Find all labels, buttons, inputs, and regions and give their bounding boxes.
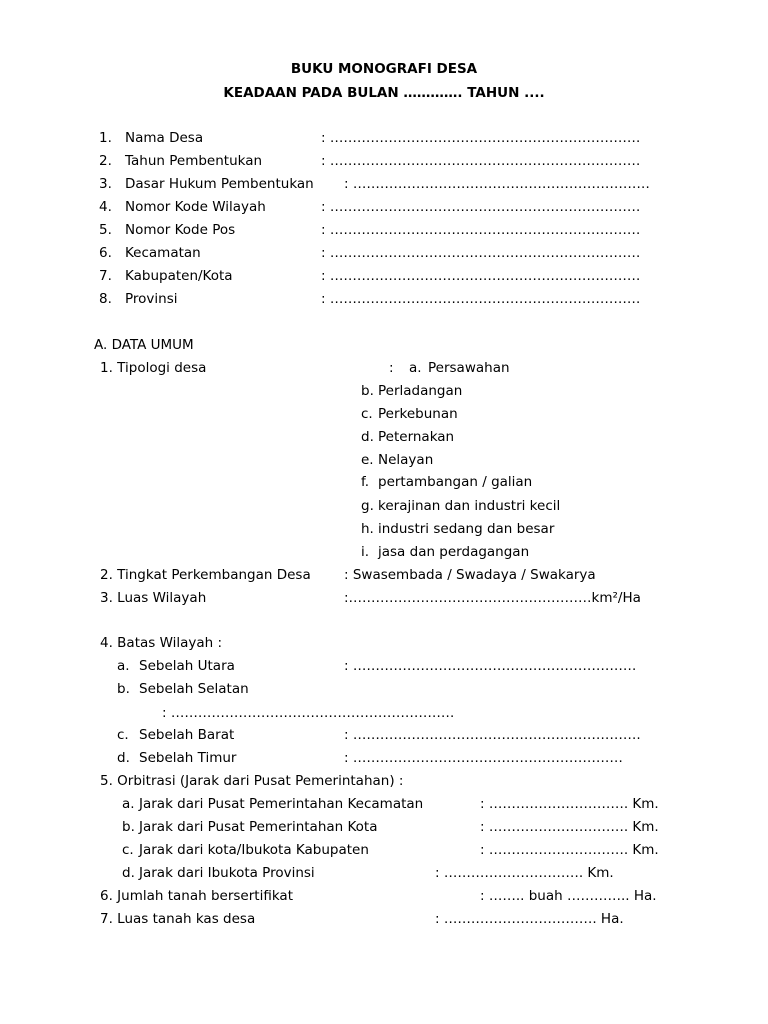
- identity-number: 6.: [99, 245, 112, 261]
- tipologi-option-letter: c.: [361, 406, 373, 422]
- orbitrasi-value: : …………………………. Km.: [480, 842, 659, 858]
- luas-value: :………………………………………………km²/Ha: [344, 590, 641, 606]
- batas-text: Sebelah Barat: [139, 727, 235, 743]
- tipologi-option: kerajinan dan industri kecil: [378, 498, 561, 514]
- orbitrasi-letter: c.: [122, 842, 134, 858]
- identity-value: : ……………………………………………………………: [321, 199, 641, 215]
- identity-number: 4.: [99, 199, 112, 215]
- sertifikat-label: 6. Jumlah tanah bersertifikat: [100, 888, 293, 904]
- identity-label: Nomor Kode Wilayah: [125, 199, 266, 215]
- identity-label: Provinsi: [125, 291, 178, 307]
- kas-desa-value: : ……………………………. Ha.: [435, 911, 624, 927]
- orbitrasi-text: Jarak dari Pusat Pemerintahan Kota: [139, 819, 378, 835]
- luas-label: 3. Luas Wilayah: [100, 590, 207, 606]
- orbitrasi-text: Jarak dari Pusat Pemerintahan Kecamatan: [139, 796, 424, 812]
- identity-number: 8.: [99, 291, 112, 307]
- tipologi-option: jasa dan perdagangan: [378, 544, 530, 560]
- batas-letter: d.: [117, 750, 130, 766]
- batas-text: Sebelah Utara: [139, 658, 235, 674]
- tipologi-option: pertambangan / galian: [378, 474, 533, 490]
- orbitrasi-letter: d.: [122, 865, 135, 881]
- document-title: BUKU MONOGRAFI DESA: [290, 61, 478, 77]
- identity-label: Tahun Pembentukan: [125, 153, 263, 169]
- tipologi-option: Peternakan: [378, 429, 455, 445]
- batas-value: : ………………………………………………………: [344, 658, 637, 674]
- identity-value: : ……………………………………………………………: [321, 130, 641, 146]
- orbitrasi-text: Jarak dari Ibukota Provinsi: [139, 865, 315, 881]
- orbitrasi-label: 5. Orbitrasi (Jarak dari Pusat Pemerintahan) :: [100, 773, 404, 789]
- tipologi-option-letter: b.: [361, 383, 374, 399]
- identity-value: : …………………………………………………………: [344, 176, 650, 192]
- orbitrasi-value: : …………………………. Km.: [435, 865, 614, 881]
- tipologi-option: Perkebunan: [378, 406, 458, 422]
- section-heading: A. DATA UMUM: [94, 337, 194, 353]
- batas-text: Sebelah Selatan: [139, 681, 249, 697]
- tingkat-label: 2. Tingkat Perkembangan Desa: [100, 567, 311, 583]
- tipologi-option: Nelayan: [378, 452, 434, 468]
- identity-value: : ……………………………………………………………: [321, 245, 641, 261]
- batas-text: Sebelah Timur: [139, 750, 237, 766]
- batas-value: : ……………………………………………………….: [344, 727, 641, 743]
- batas-value: : ………………………………………………………: [162, 705, 455, 721]
- tingkat-value: : Swasembada / Swadaya / Swakarya: [344, 567, 596, 583]
- batas-letter: a.: [117, 658, 130, 674]
- tipologi-option-letter: f.: [361, 474, 370, 490]
- identity-label: Dasar Hukum Pembentukan: [125, 176, 314, 192]
- sertifikat-value: : …….. buah ………….. Ha.: [480, 888, 657, 904]
- identity-label: Kecamatan: [125, 245, 201, 261]
- identity-number: 7.: [99, 268, 112, 284]
- tipologi-option-letter: e.: [361, 452, 374, 468]
- identity-number: 2.: [99, 153, 112, 169]
- orbitrasi-letter: a.: [122, 796, 135, 812]
- orbitrasi-value: : …………………………. Km.: [480, 819, 659, 835]
- identity-label: Kabupaten/Kota: [125, 268, 233, 284]
- batas-letter: c.: [117, 727, 129, 743]
- batas-value: : ……………………………………………………: [344, 750, 623, 766]
- orbitrasi-value: : …………………………. Km.: [480, 796, 659, 812]
- kas-desa-label: 7. Luas tanah kas desa: [100, 911, 256, 927]
- batas-label: 4. Batas Wilayah :: [100, 635, 223, 651]
- tipologi-colon: :: [389, 360, 394, 376]
- orbitrasi-letter: b.: [122, 819, 135, 835]
- identity-label: Nomor Kode Pos: [125, 222, 236, 238]
- tipologi-option: Persawahan: [428, 360, 510, 376]
- identity-number: 5.: [99, 222, 112, 238]
- identity-number: 1.: [99, 130, 112, 146]
- tipologi-option-letter: h.: [361, 521, 374, 537]
- batas-letter: b.: [117, 681, 130, 697]
- identity-value: : ……………………………………………………………: [321, 222, 641, 238]
- tipologi-option-letter: a.: [409, 360, 422, 376]
- identity-value: : ……………………………………………………………: [321, 268, 641, 284]
- identity-label: Nama Desa: [125, 130, 204, 146]
- tipologi-option-letter: d.: [361, 429, 374, 445]
- tipologi-label: 1. Tipologi desa: [100, 360, 207, 376]
- tipologi-option: industri sedang dan besar: [378, 521, 555, 537]
- document-subtitle: KEADAAN PADA BULAN …………. TAHUN ....: [223, 85, 545, 101]
- identity-value: : ……………………………………………………………: [321, 291, 641, 307]
- orbitrasi-text: Jarak dari kota/Ibukota Kabupaten: [139, 842, 369, 858]
- tipologi-option-letter: i.: [361, 544, 370, 560]
- identity-value: : ……………………………………………………………: [321, 153, 641, 169]
- identity-number: 3.: [99, 176, 112, 192]
- tipologi-option-letter: g.: [361, 498, 374, 514]
- tipologi-option: Perladangan: [378, 383, 463, 399]
